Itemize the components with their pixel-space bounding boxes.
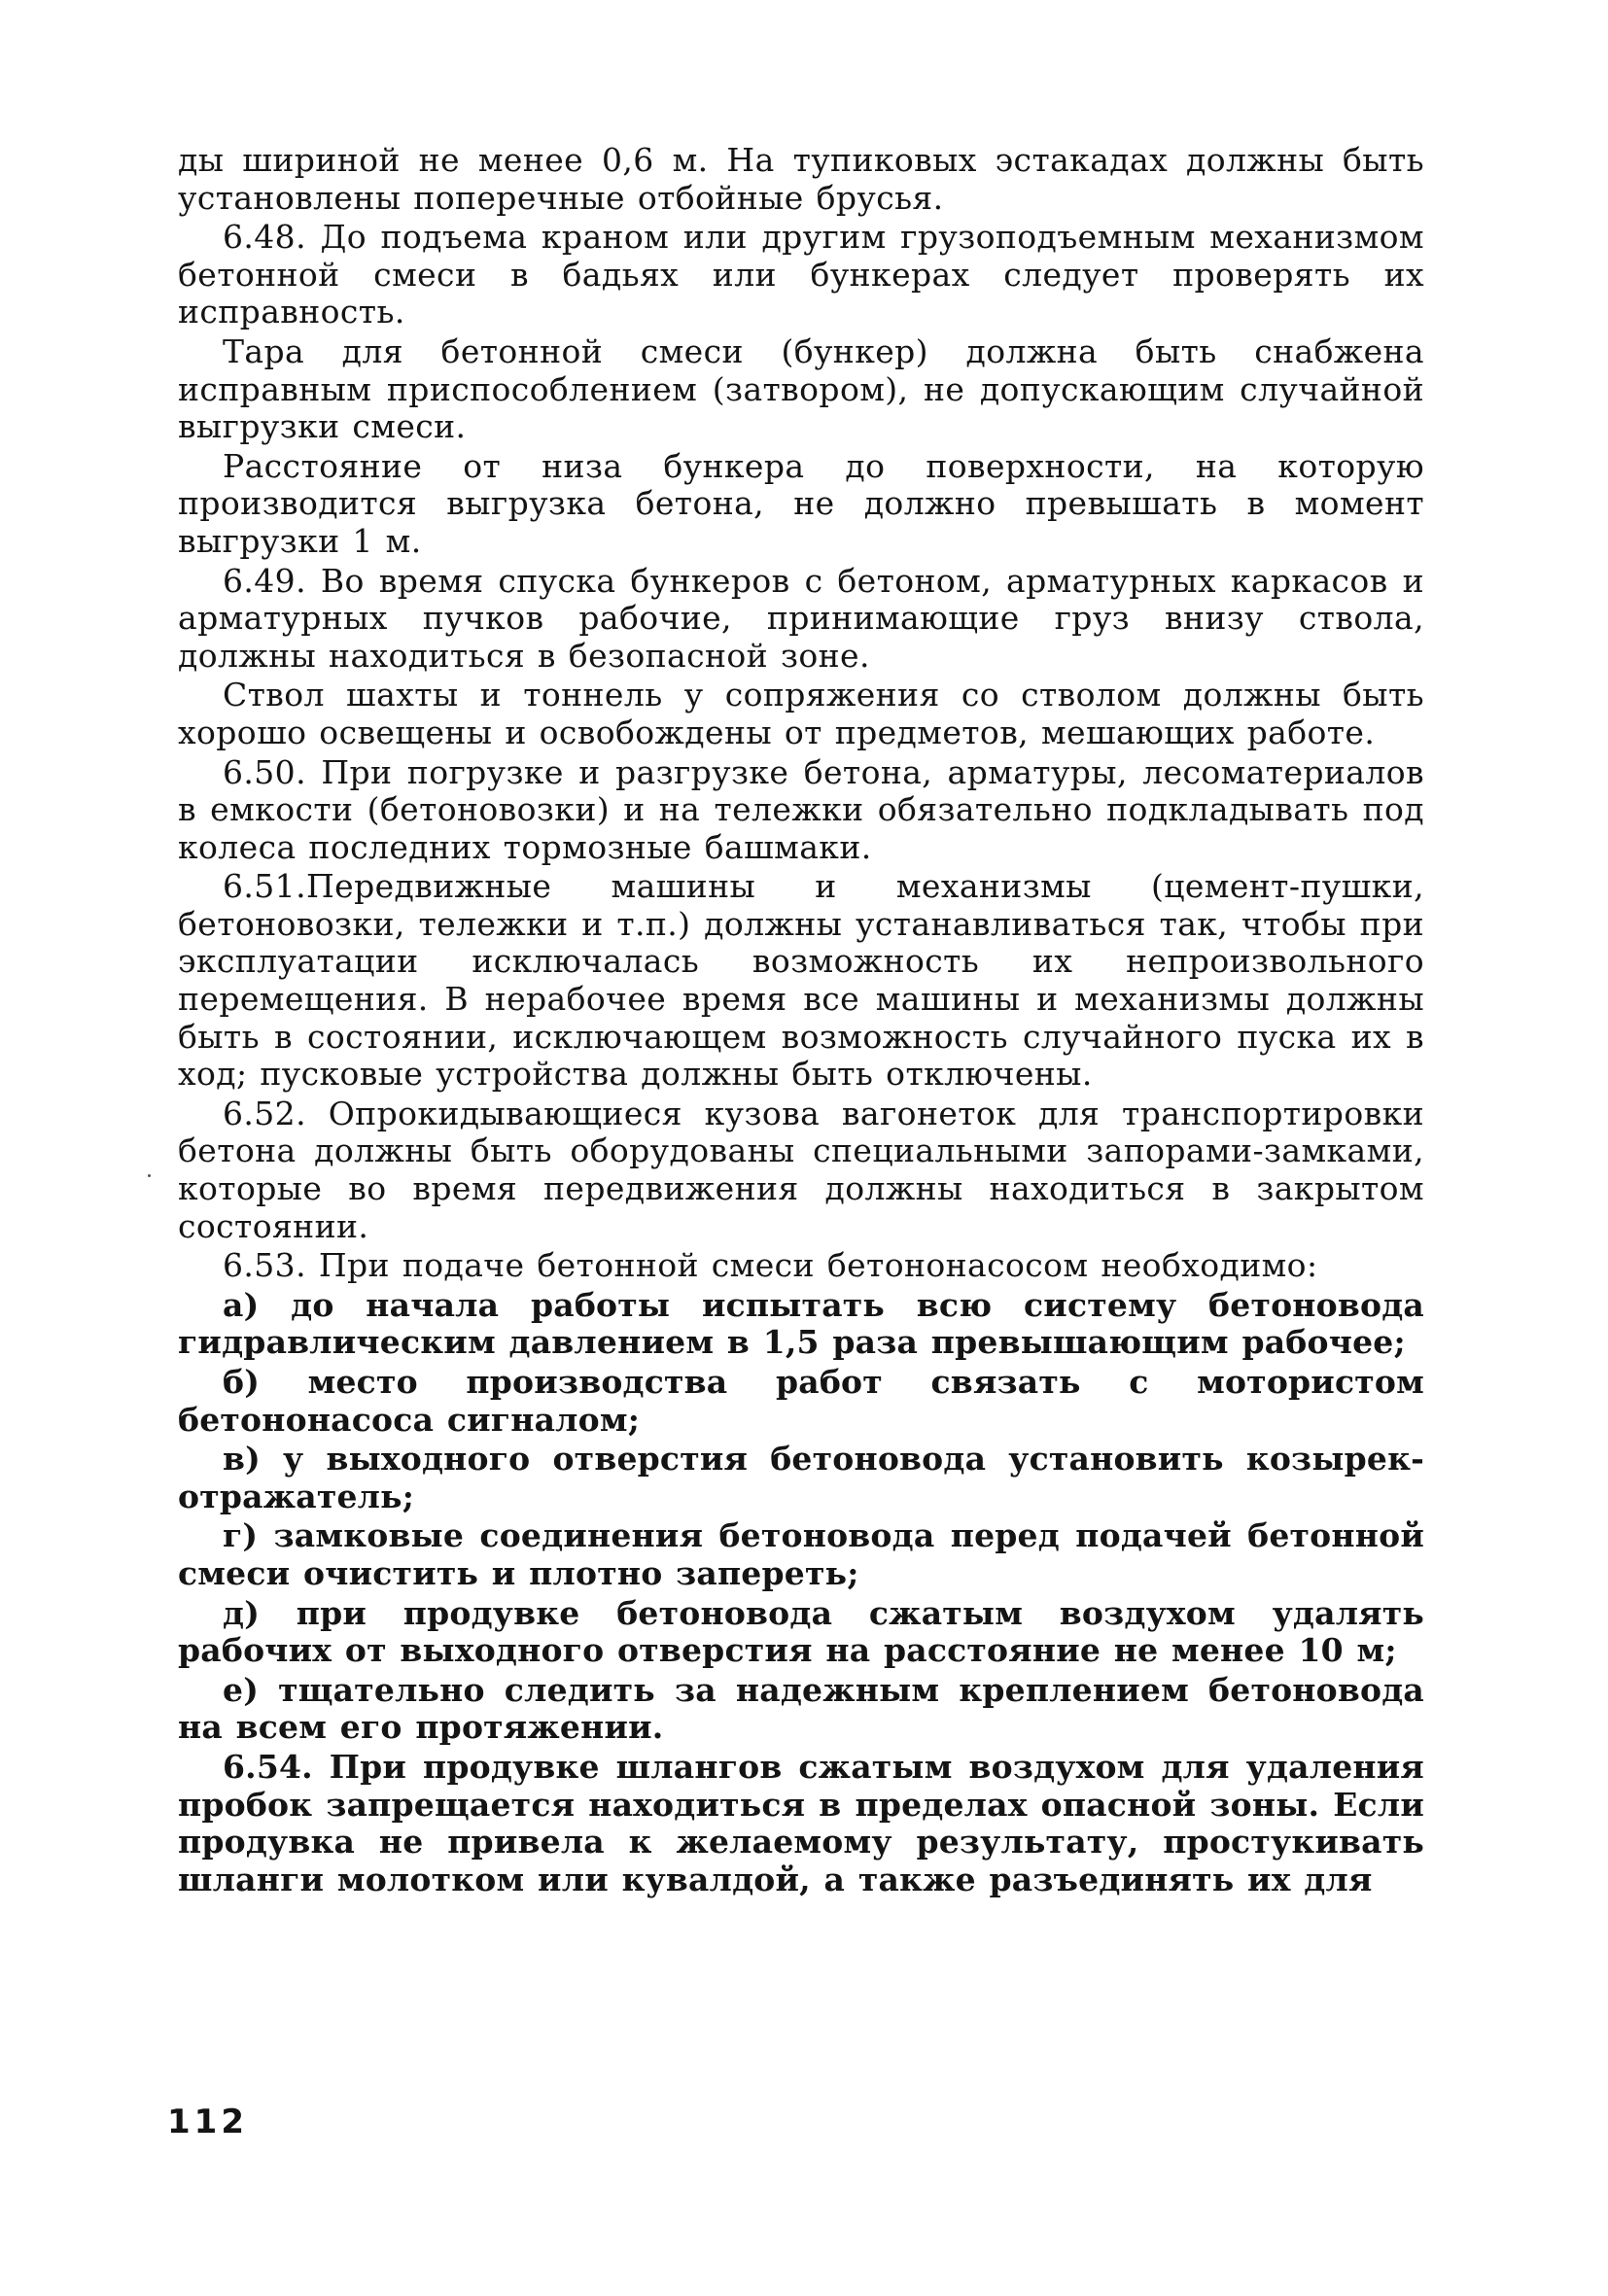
paragraph-6-52: 6.52. Опрокидывающиеся кузова вагонеток для транспортировки бетона должны быть оборудованы специальными запорами-замками, которые во время передвижения должны находиться в закрытом состоянии. (178, 1094, 1424, 1245)
paragraph-6-49: 6.49. Во время спуска бункеров с бетоном, арматурных каркасов и арматурных пучков рабочие, принимающие груз внизу ствола, должны находиться в безопасной зоне. (178, 561, 1424, 675)
list-item-a: а) до начала работы испытать всю систему бетоновода гидравлическим давлением в 1,5 раза превышающим рабочее; (178, 1285, 1424, 1362)
body-text (178, 142, 1424, 1898)
list-item-f: е) тщательно следить за надежным креплением бетоновода на всем его протяжении. (178, 1670, 1424, 1747)
paragraph-6-54: 6.54. При продувке шлангов сжатым воздухом для удаления пробок запрещается находиться в пределах опасной зоны. Если продувка не привела к желаемому результату, простукивать шланги молотком или кувалдой, а также разъединять их для (178, 1747, 1424, 1898)
list-item-d: г) замковые соединения бетоновода перед подачей бетонной смеси очистить и плотно запереть; (178, 1516, 1424, 1592)
paragraph-6-53: 6.53. При подаче бетонной смеси бетононасосом необходимо: (223, 1246, 1318, 1285)
paragraph-6-48-distance: Расстояние от низа бункера до поверхности, на которую производится выгрузка бетона, не должно превышать в момент выгрузки 1 м. (178, 446, 1424, 560)
paragraph-6-49-shaft: Ствол шахты и тоннель у сопряжения со стволом должны быть хорошо освещены и освобождены от предметов, мешающих работе. (178, 676, 1424, 751)
paragraph-continuation: ды шириной не менее 0,6 м. На тупиковых эстакадах должны быть установлены поперечные отбойные брусья. (178, 141, 1424, 217)
paragraph-6-50: 6.50. При погрузке и разгрузке бетона, арматуры, лесоматериалов в емкости (бетоновозки) и на тележки обязательно подкладывать под колеса последних тормозные башмаки. (178, 752, 1424, 866)
paragraph-6-48: 6.48. До подъема краном или другим грузоподъемным механизмом бетонной смеси в бадьях или бункерах следует проверять их исправность. (178, 218, 1424, 331)
scan-speck (148, 1174, 151, 1177)
list-item-e: д) при продувке бетоновода сжатым воздухом удалять рабочих от выходного отверстия на расстояние не менее 10 м; (178, 1593, 1424, 1670)
page-number: 112 (167, 2103, 248, 2141)
list-item-b: б) место производства работ связать с мотористом бетононасоса сигналом; (178, 1363, 1424, 1439)
list-item-c: в) у выходного отверстия бетоновода установить козырек-отражатель; (178, 1440, 1424, 1515)
paragraph-6-51: 6.51.Передвижные машины и механизмы (цемент-пушки, бетоновозки, тележки и т.п.) должны устанавливаться так, чтобы при эксплуатации исключалась возможность их непроизвольного перемещения. В нерабочее время все машины и механизмы должны быть в состоянии, исключающем возможность случайного пуска их в ход; пусковые устройства должны быть отключены. (178, 867, 1424, 1094)
paragraph-6-48-container: Тара для бетонной смеси (бункер) должна быть снабжена исправным приспособлением (затвором), не допускающим случайной выгрузки смеси. (178, 331, 1424, 446)
